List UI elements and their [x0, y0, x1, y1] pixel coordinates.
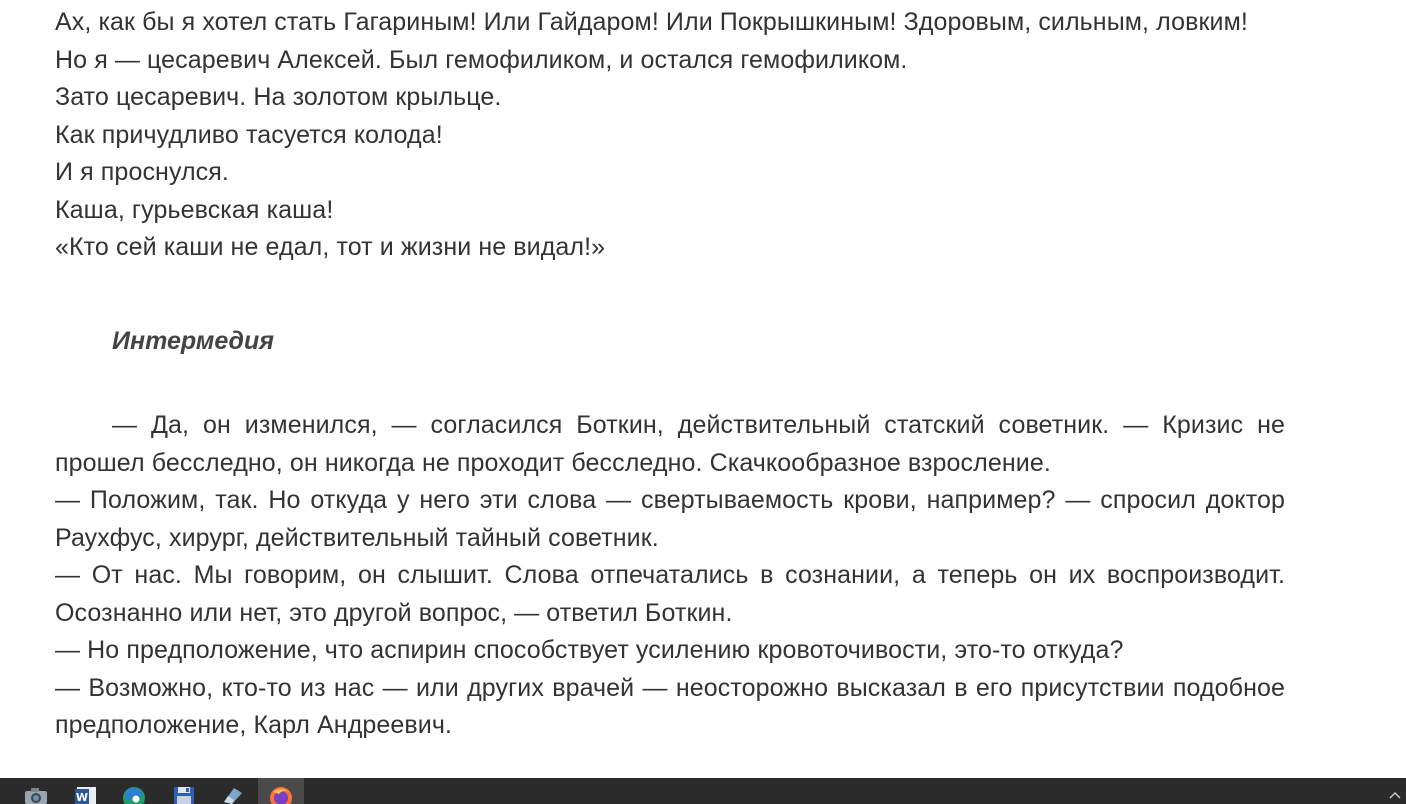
- firefox-icon[interactable]: [269, 786, 293, 804]
- paragraph: «Кто сей каши не едал, тот и жизни не видал!»: [55, 233, 606, 261]
- paragraph: Зато цесаревич. На золотом крыльце.: [55, 83, 502, 111]
- word-icon[interactable]: [74, 786, 98, 804]
- paragraph: — Но предположение, что аспирин способствует усилению кровоточивости, это-то откуда?: [55, 636, 1124, 664]
- document-view[interactable]: [55, 4, 1285, 778]
- paragraph: — Да, он изменился, — согласился Боткин, действительный статский советник. — Кризис не прошел бесследно, он никогда не проходит бесследно. Скачкообразное взросление.: [55, 411, 1285, 477]
- paragraph: — От нас. Мы говорим, он слышит. Слова отпечатались в сознании, а теперь он их воспроизводит. Осознанно или нет, это другой вопрос, — ответил Боткин.: [55, 561, 1285, 627]
- floppy-disk-icon[interactable]: [172, 786, 196, 804]
- edge-icon[interactable]: [122, 786, 146, 804]
- paragraph: Ах, как бы я хотел стать Гагариным! Или Гайдаром! Или Покрышкиным! Здоровым, сильным, ловким!: [55, 8, 1248, 36]
- taskbar: [0, 778, 1406, 804]
- svg-text:W: W: [75, 791, 89, 804]
- section-heading: Интермедия: [112, 326, 274, 355]
- paragraph: И я проснулся.: [55, 158, 229, 186]
- camera-icon[interactable]: [24, 786, 48, 804]
- chevron-up-icon[interactable]: [1388, 790, 1402, 800]
- paragraph: Каша, гурьевская каша!: [55, 195, 334, 224]
- paragraph: Как причудливо тасуется колода!: [55, 120, 443, 149]
- paragraph: — Положим, так. Но откуда у него эти слова — свертываемость крови, например? — спросил доктор Раухфус, хирург, действительный тайный советник.: [55, 486, 1285, 552]
- eraser-icon[interactable]: [220, 786, 244, 804]
- paragraph: Но я — цесаревич Алексей. Был гемофиликом, и остался гемофиликом.: [55, 45, 908, 74]
- paragraph: — Возможно, кто-то из нас — или других врачей — неосторожно высказал в его присутствии подобное предположение, Карл Андреевич.: [55, 673, 1285, 739]
